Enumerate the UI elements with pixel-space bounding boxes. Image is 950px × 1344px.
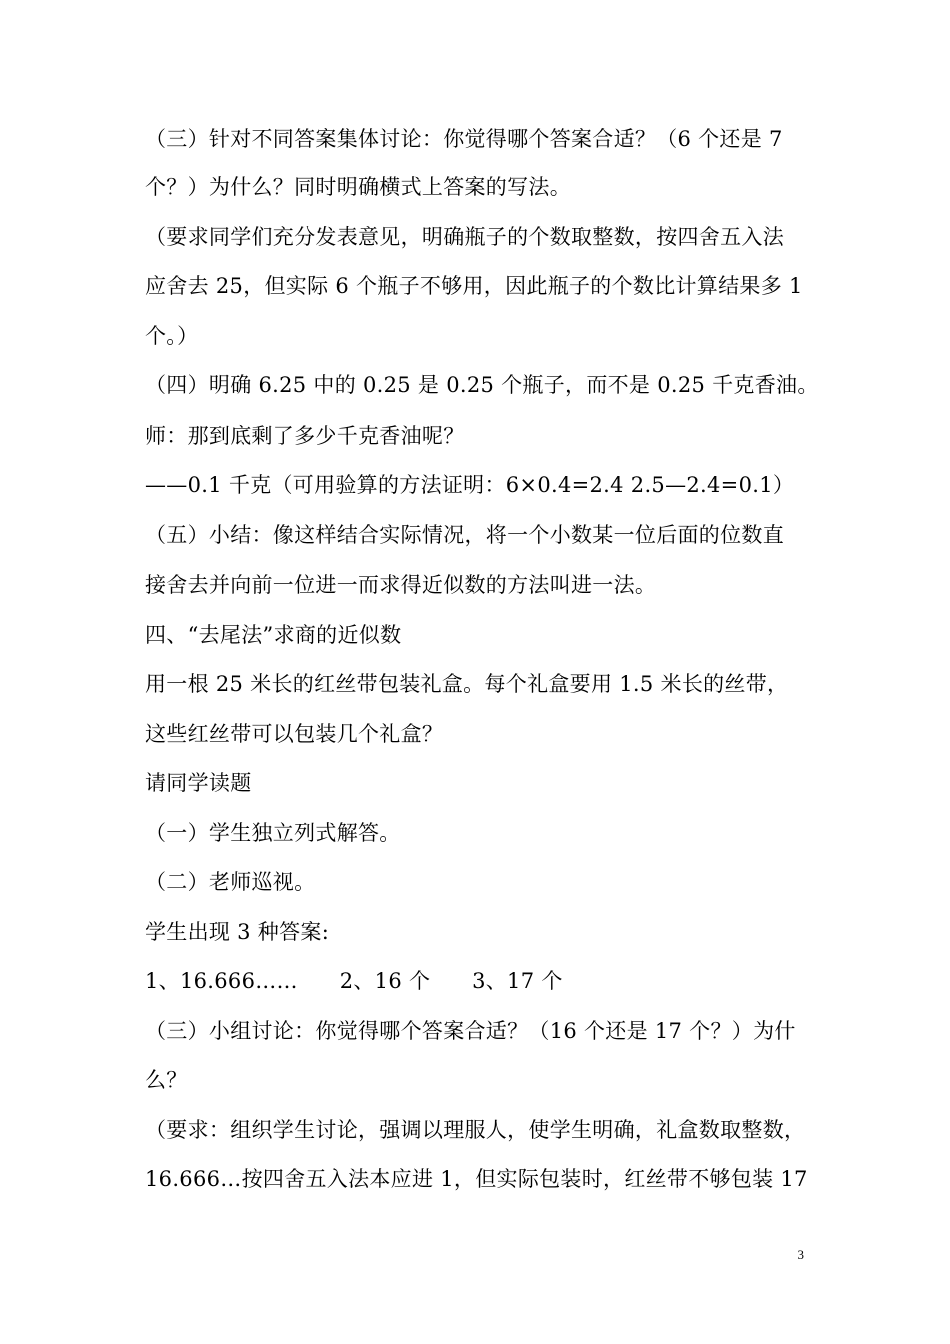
text-line: 师：那到底剩了多少千克香油呢？ <box>145 424 465 448</box>
text-line: 个。） <box>145 324 199 348</box>
text-line: （要求同学们充分发表意见，明确瓶子的个数取整数，按四舍五入法 <box>145 225 784 249</box>
text-line: 用一根 25 米长的红丝带包装礼盒。每个礼盒要用 1.5 米长的丝带， <box>145 672 789 696</box>
text-line: 么？ <box>145 1068 188 1092</box>
text-line: 学生出现 3 种答案: <box>145 920 330 944</box>
text-line: （四）明确 6.25 中的 0.25 是 0.25 个瓶子，而不是 0.25 千克香油。 <box>145 373 819 397</box>
text-line: 个？）为什么？同时明确横式上答案的写法。 <box>145 175 571 199</box>
text-line: （一）学生独立列式解答。 <box>145 821 401 845</box>
text-line: （要求：组织学生讨论，强调以理服人，使学生明确，礼盒数取整数， <box>145 1118 806 1142</box>
text-line: （三）针对不同答案集体讨论：你觉得哪个答案合适？（6 个还是 7 <box>145 127 783 151</box>
answer-options-line: 1、16.666…… 2、16 个 3、17 个 <box>145 969 563 993</box>
text-line: 接舍去并向前一位进一而求得近似数的方法叫进一法。 <box>145 573 657 597</box>
text-line: 请同学读题 <box>145 771 252 795</box>
text-line: ——0.1 千克（可用验算的方法证明：6×0.4=2.4 2.5—2.4=0.1） <box>145 473 795 497</box>
text-line: 应舍去 25，但实际 6 个瓶子不够用，因此瓶子的个数比计算结果多 1 <box>145 274 803 298</box>
text-line: （五）小结：像这样结合实际情况，将一个小数某一位后面的位数直 <box>145 523 784 547</box>
text-line: 16.666…按四舍五入法本应进 1，但实际包装时，红丝带不够包装 17 <box>145 1167 808 1191</box>
text-line: 这些红丝带可以包装几个礼盒？ <box>145 722 444 746</box>
text-line: （二）老师巡视。 <box>145 870 316 894</box>
page-number: 3 <box>797 1247 804 1262</box>
text-line: （三）小组讨论：你觉得哪个答案合适？（16 个还是 17 个？）为什 <box>145 1019 796 1043</box>
section-heading: 四、“去尾法”求商的近似数 <box>145 623 402 647</box>
